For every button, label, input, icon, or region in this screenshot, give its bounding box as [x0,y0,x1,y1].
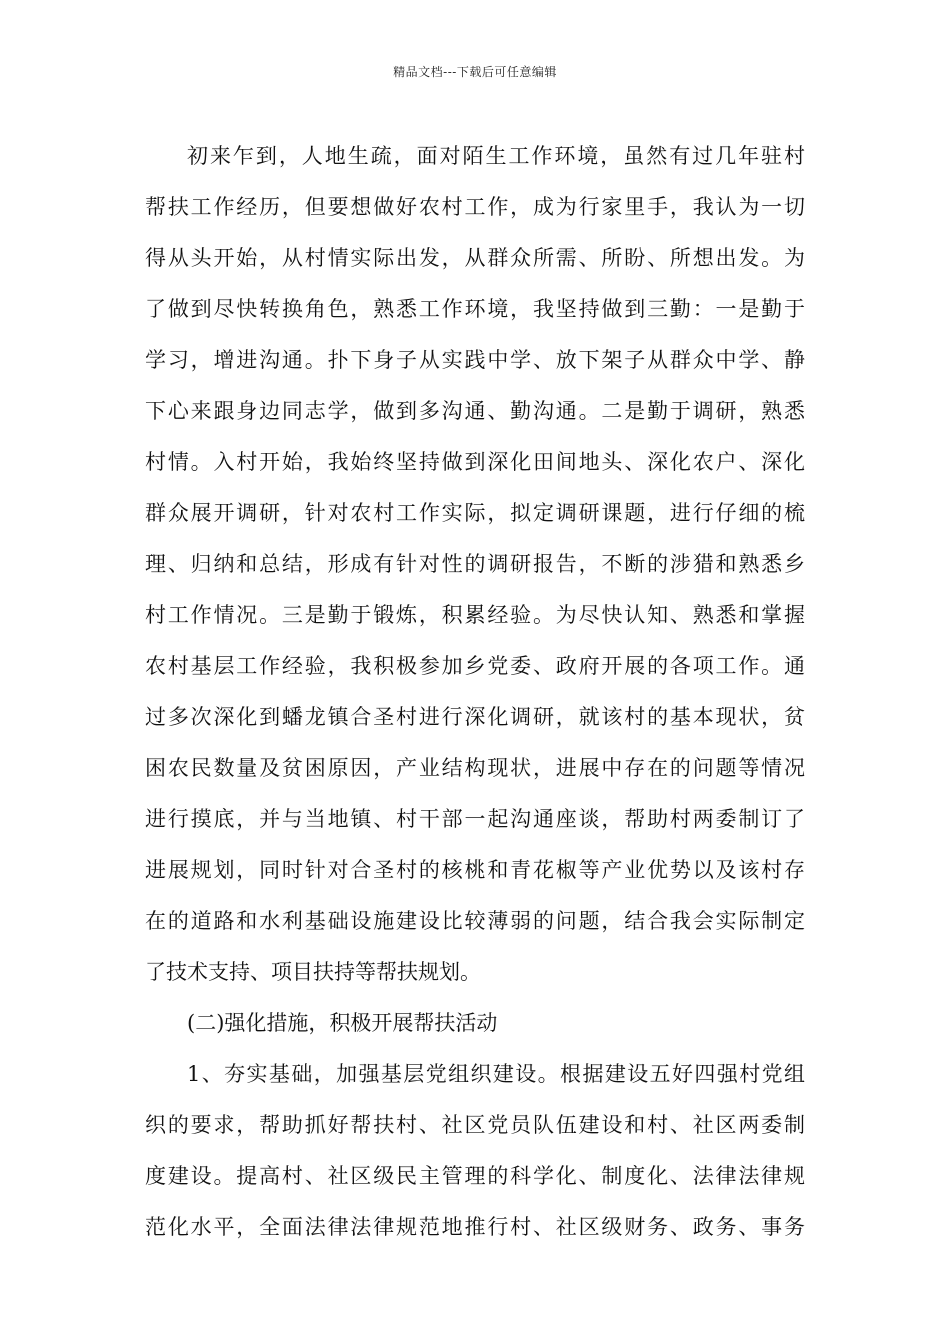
paragraph-line: 群众展开调研，针对农村工作实际，拟定调研课题，进行仔细的梳 [145,501,805,525]
paragraph-line: 农村基层工作经验，我积极参加乡党委、政府开展的各项工作。通 [145,654,805,678]
paragraph-line: 下心来跟身边同志学，做到多沟通、勤沟通。二是勤于调研，熟悉 [145,399,805,423]
paragraph-line: 过多次深化到蟠龙镇合圣村进行深化调研，就该村的基本现状，贫 [145,705,805,729]
paragraph-line: 范化水平，全面法律法律规范地推行村、社区级财务、政务、事务 [145,1215,805,1239]
paragraph-line: 进展规划，同时针对合圣村的核桃和青花椒等产业优势以及该村存 [145,858,805,882]
paragraph-line: 学习，增进沟通。扑下身子从实践中学、放下架子从群众中学、静 [145,348,805,372]
paragraph-line: 理、归纳和总结，形成有针对性的调研报告，不断的涉猎和熟悉乡 [145,552,805,576]
paragraph-line: 织的要求，帮助抓好帮扶村、社区党员队伍建设和村、社区两委制 [145,1113,805,1137]
paragraph-line: 度建设。提高村、社区级民主管理的科学化、制度化、法律法律规 [145,1164,805,1188]
paragraph-line: 了做到尽快转换角色，熟悉工作环境，我坚持做到三勤：一是勤于 [145,297,805,321]
paragraph-line: 在的道路和水利基础设施建设比较薄弱的问题，结合我会实际制定 [145,909,805,933]
paragraph-line: 进行摸底，并与当地镇、村干部一起沟通座谈，帮助村两委制订了 [145,807,805,831]
section-heading: (二)强化措施，积极开展帮扶活动 [187,1011,498,1035]
paragraph-line: 帮扶工作经历，但要想做好农村工作，成为行家里手，我认为一切 [145,195,805,219]
page-header: 精品文档---下载后可任意编辑 [393,65,557,79]
document-body [145,131,805,1253]
paragraph-line: 1、夯实基础，加强基层党组织建设。根据建设五好四强村党组 [187,1062,805,1086]
paragraph-line: 村工作情况。三是勤于锻炼，积累经验。为尽快认知、熟悉和掌握 [145,603,805,627]
paragraph-line: 得从头开始，从村情实际出发，从群众所需、所盼、所想出发。为 [145,246,805,270]
paragraph-line: 了技术支持、项目扶持等帮扶规划。 [145,960,481,984]
paragraph-line: 初来乍到，人地生疏，面对陌生工作环境，虽然有过几年驻村 [187,144,805,168]
paragraph-line: 困农民数量及贫困原因，产业结构现状，进展中存在的问题等情况 [145,756,805,780]
paragraph-line: 村情。入村开始，我始终坚持做到深化田间地头、深化农户、深化 [145,450,805,474]
